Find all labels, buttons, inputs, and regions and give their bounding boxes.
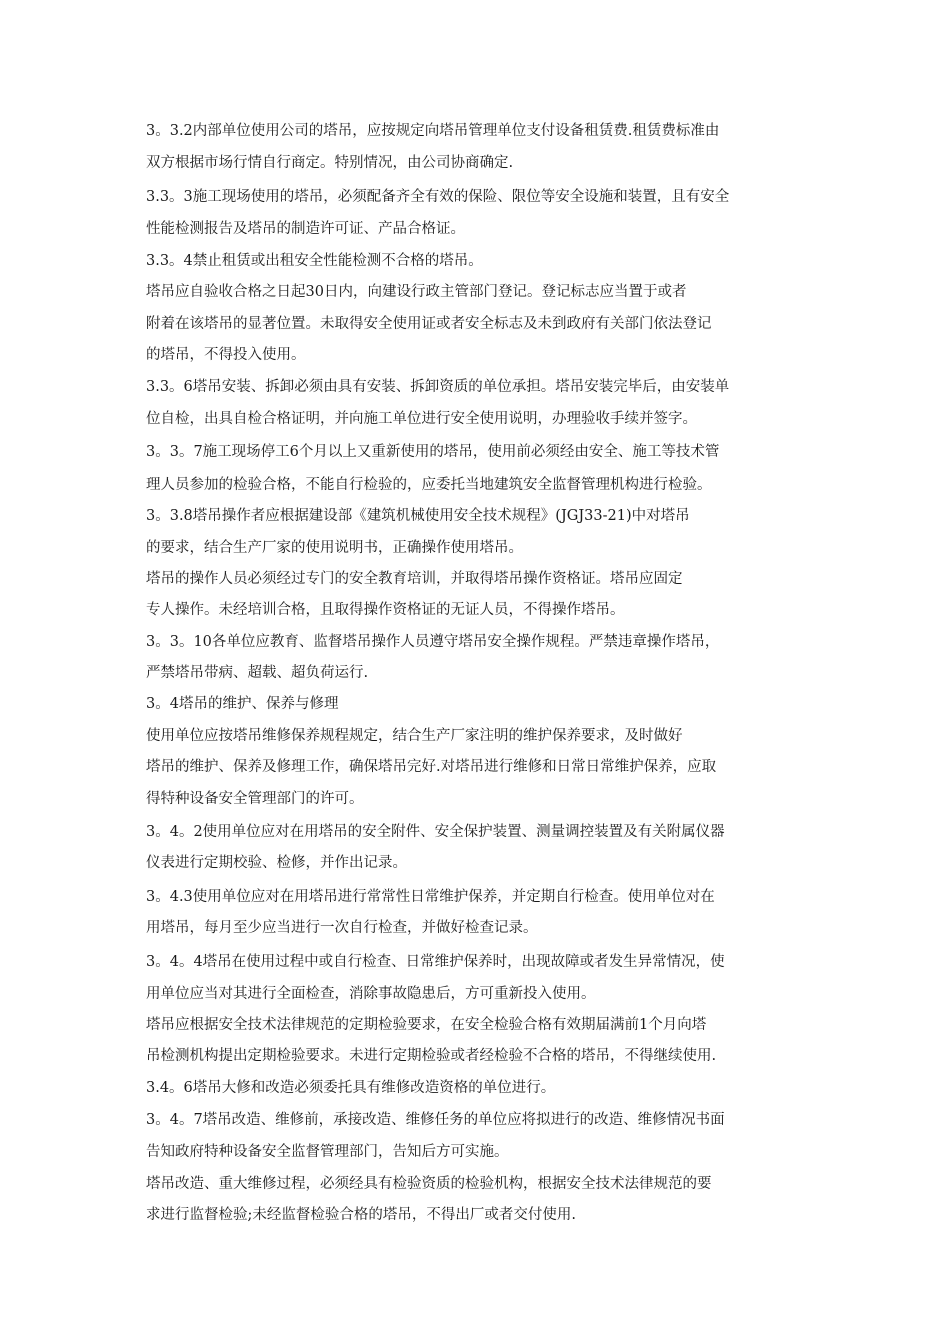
text-line: 严禁塔吊带病、超载、超负荷运行.	[146, 665, 369, 681]
text-line: 附着在该塔吊的显著位置。未取得安全使用证或者安全标志及未到政府有关部门依法登记	[146, 316, 712, 332]
text-line: 3.3。4禁止租赁或出租安全性能检测不合格的塔吊。	[146, 253, 483, 269]
text-line: 塔吊改造、重大维修过程，必须经具有检验资质的检验机构，根据安全技术法律规范的要	[146, 1176, 712, 1192]
text-line: 塔吊的维护、保养及修理工作，确保塔吊完好.对塔吊进行维修和日常日常维护保养，应取	[146, 759, 717, 775]
text-line: 塔吊的操作人员必须经过专门的安全教育培训，并取得塔吊操作资格证。塔吊应固定	[146, 571, 683, 587]
text-line: 3。4。2使用单位应对在用塔吊的安全附件、安全保护装置、测量调控装置及有关附属仪器	[146, 824, 725, 840]
text-line: 位自检，出具自检合格证明，并向施工单位进行安全使用说明，办理验收手续并签字。	[146, 411, 697, 427]
text-line: 理人员参加的检验合格，不能自行检验的，应委托当地建筑安全监督管理机构进行检验。	[146, 477, 712, 493]
text-line: 3.3。3施工现场使用的塔吊，必须配备齐全有效的保险、限位等安全设施和装置，且有安全	[146, 189, 730, 205]
text-line: 塔吊应根据安全技术法律规范的定期检验要求，在安全检验合格有效期届满前1个月向塔	[146, 1017, 707, 1033]
text-line: 双方根据市场行情自行商定。特别情况，由公司协商确定.	[146, 155, 514, 171]
text-line: 3。3.2内部单位使用公司的塔吊，应按规定向塔吊管理单位支付设备租赁费.租赁费标准由	[146, 123, 720, 139]
text-line: 使用单位应按塔吊维修保养规程规定，结合生产厂家注明的维护保养要求，及时做好	[146, 728, 683, 744]
text-line: 仪表进行定期校验、检修，并作出记录。	[146, 855, 407, 871]
text-line: 3。3。10各单位应教育、监督塔吊操作人员遵守塔吊安全操作规程。严禁违章操作塔吊，	[146, 634, 720, 650]
text-line: 3.3。6塔吊安装、拆卸必须由具有安装、拆卸资质的单位承担。塔吊安装完毕后，由安装单	[146, 379, 730, 395]
text-line: 3。4.3使用单位应对在用塔吊进行常常性日常维护保养，并定期自行检查。使用单位对在	[146, 889, 715, 905]
text-line: 专人操作。未经培训合格，且取得操作资格证的无证人员，不得操作塔吊。	[146, 602, 625, 618]
text-line: 3。4。7塔吊改造、维修前，承接改造、维修任务的单位应将拟进行的改造、维修情况书面	[146, 1112, 725, 1128]
text-line: 塔吊应自验收合格之日起30日内，向建设行政主管部门登记。登记标志应当置于或者	[146, 284, 687, 300]
text-line: 得特种设备安全管理部门的许可。	[146, 791, 364, 807]
text-line: 3。4。4塔吊在使用过程中或自行检查、日常维护保养时，出现故障或者发生异常情况，使	[146, 954, 725, 970]
text-line: 3。3.8塔吊操作者应根据建设部《建筑机械使用安全技术规程》(JGJ33-21)中对塔吊	[146, 508, 690, 524]
text-line: 吊检测机构提出定期检验要求。未进行定期检验或者经检验不合格的塔吊，不得继续使用.	[146, 1048, 717, 1064]
text-line: 求进行监督检验;未经监督检验合格的塔吊，不得出厂或者交付使用.	[146, 1207, 576, 1223]
text-line: 用塔吊，每月至少应当进行一次自行检查，并做好检查记录。	[146, 920, 538, 936]
text-line: 的塔吊，不得投入使用。	[146, 347, 306, 363]
text-line: 用单位应当对其进行全面检查，消除事故隐患后，方可重新投入使用。	[146, 986, 596, 1002]
text-line: 3。3。7施工现场停工6个月以上又重新使用的塔吊，使用前必须经由安全、施工等技术管	[146, 444, 720, 460]
text-line: 性能检测报告及塔吊的制造许可证、产品合格证。	[146, 221, 465, 237]
text-line: 告知政府特种设备安全监督管理部门，告知后方可实施。	[146, 1144, 509, 1160]
text-line: 3.4。6塔吊大修和改造必须委托具有维修改造资格的单位进行。	[146, 1080, 556, 1096]
text-line: 的要求，结合生产厂家的使用说明书，正确操作使用塔吊。	[146, 540, 523, 556]
text-line: 3。4塔吊的维护、保养与修理	[146, 696, 339, 712]
